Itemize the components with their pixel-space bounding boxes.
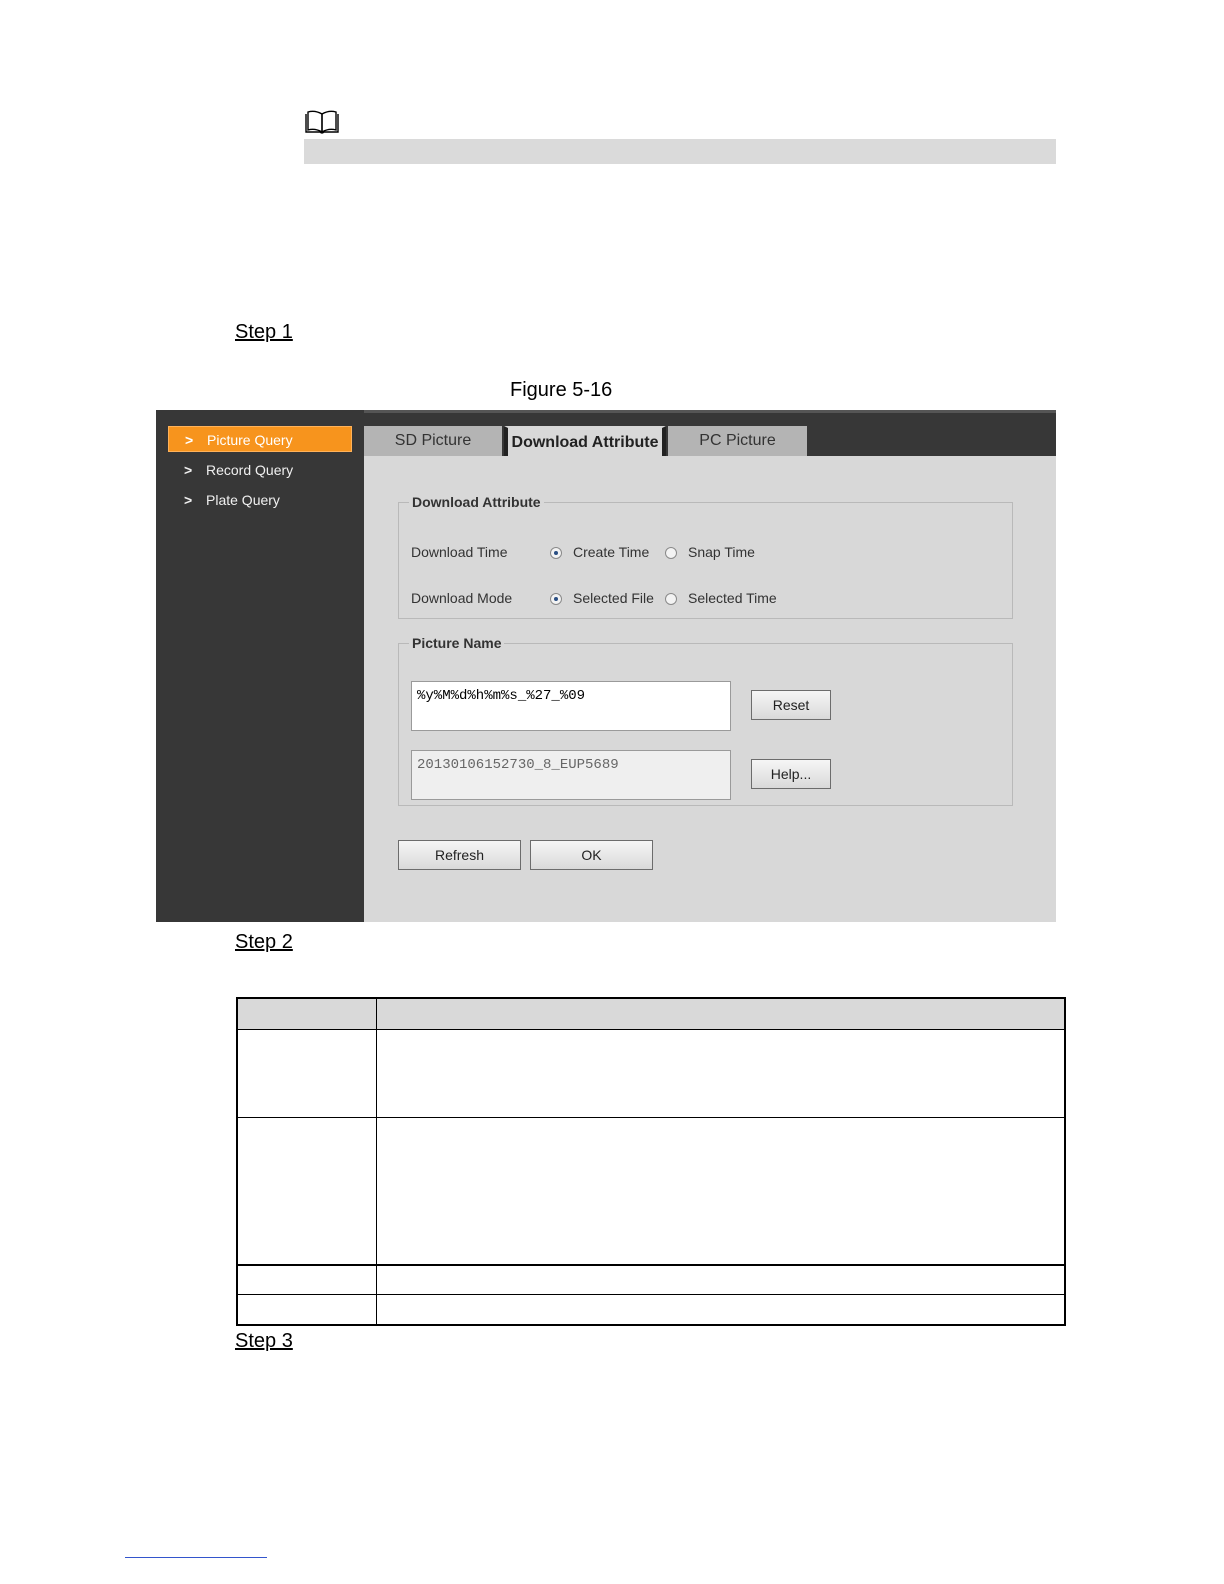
tab-pc-picture[interactable]: PC Picture (668, 426, 807, 456)
selected-time-radio[interactable] (665, 593, 677, 605)
picture-name-format-input[interactable]: %y%M%d%h%m%s_%27_%09 (411, 681, 731, 731)
reset-button[interactable]: Reset (751, 690, 831, 720)
ok-button[interactable]: OK (530, 840, 653, 870)
create-time-radio[interactable] (550, 547, 562, 559)
sidebar-item-picture-query[interactable] (168, 426, 352, 452)
book-icon (304, 110, 340, 136)
refresh-button[interactable]: Refresh (398, 840, 521, 870)
sidebar-item-label: Plate Query (206, 492, 280, 508)
figure-caption: Figure 5-16 (510, 379, 613, 401)
selected-time-label: Selected Time (688, 590, 777, 606)
download-mode-label: Download Mode (411, 590, 513, 606)
chevron-right-icon: > (184, 492, 193, 508)
download-time-label: Download Time (411, 544, 508, 560)
table-header-row (238, 999, 1064, 1030)
sidebar-item-label: Record Query (206, 462, 294, 478)
snap-time-radio[interactable] (665, 547, 677, 559)
group-title: Picture Name (409, 635, 504, 651)
table-column-divider (376, 999, 377, 1324)
tab-download-attribute[interactable]: Download Attribute (504, 426, 666, 456)
note-bar (304, 139, 1056, 164)
selected-file-label: Selected File (573, 590, 654, 606)
sidebar-item-label: Picture Query (207, 432, 293, 448)
picture-query-screenshot (156, 410, 1056, 922)
snap-time-label: Snap Time (688, 544, 755, 560)
create-time-label: Create Time (573, 544, 650, 560)
table-row-divider (238, 1294, 1064, 1295)
tab-sd-picture[interactable]: SD Picture (364, 426, 502, 456)
picture-name-preview-field: 20130106152730_8_EUP5689 (411, 750, 731, 800)
step-3-label: Step 3 (235, 1330, 293, 1352)
group-title: Download Attribute (409, 494, 544, 510)
table-row-divider (238, 1117, 1064, 1118)
table-row-divider (238, 1264, 1064, 1266)
selected-file-radio[interactable] (550, 593, 562, 605)
download-attribute-group (398, 494, 1013, 619)
picture-name-group (398, 635, 1013, 806)
sidebar (156, 410, 364, 922)
parameter-table (236, 997, 1066, 1326)
sidebar-item-record-query[interactable] (168, 457, 352, 483)
sidebar-item-plate-query[interactable] (168, 487, 352, 513)
step-1-label: Step 1 (235, 321, 293, 343)
step-2-label: Step 2 (235, 931, 293, 953)
footer-link-underline (125, 1557, 267, 1558)
chevron-right-icon: > (185, 432, 194, 448)
help-button[interactable]: Help... (751, 759, 831, 789)
chevron-right-icon: > (184, 462, 193, 478)
